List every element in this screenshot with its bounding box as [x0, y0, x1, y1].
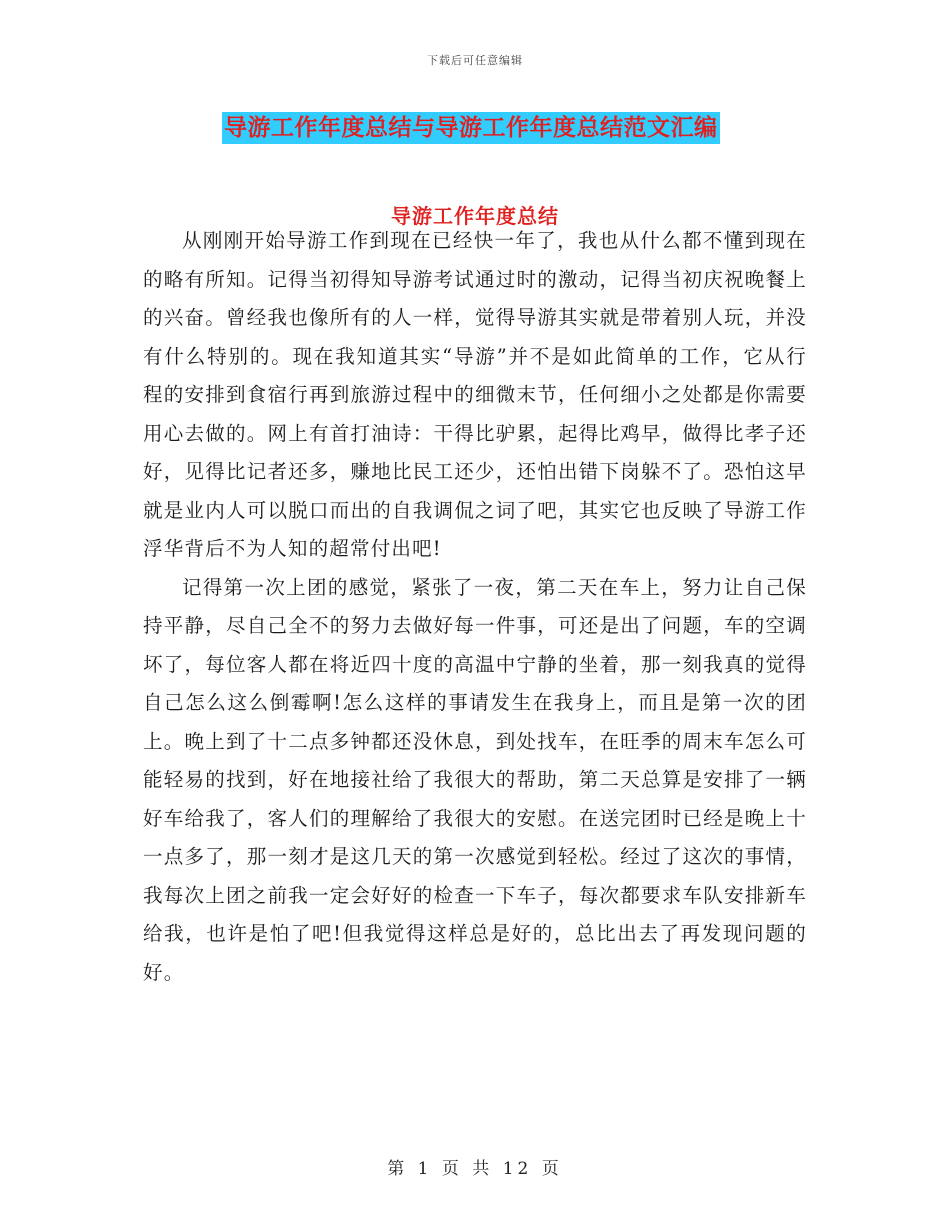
paragraph: 从刚刚开始导游工作到现在已经快一年了，我也从什么都不懂到现在的略有所知。记得当初得知导游考试通过时的激动，记得当初庆祝晚餐上的兴奋。曾经我也像所有的人一样，觉得导游其实就是带着别人玩，并没有什么特别的。现在我知道其实“导游”并不是如此简单的工作，它从行程的安排到食宿行再到旅游过程中的细微末节，任何细小之处都是你需要用心去做的。网上有首打油诗：干得比驴累，起得比鸡早，做得比孝子还好，见得比记者还多，赚地比民工还少，还怕出错下岗躲不了。恐怕这早就是业内人可以脱口而出的自我调侃之词了吧，其实它也反映了导游工作浮华背后不为人知的超常付出吧!: [143, 229, 807, 560]
page-number: 第 1 页 共 12 页: [387, 1159, 563, 1179]
document-title: 导游工作年度总结与导游工作年度总结范文汇编: [222, 112, 720, 144]
document-body: [143, 222, 807, 992]
paragraph: 记得第一次上团的感觉，紧张了一夜，第二天在车上，努力让自己保持平静，尽自己全不的努力去做好每一件事，可还是出了问题，车的空调坏了，每位客人都在将近四十度的高温中宁静的坐着，那一刻我真的觉得自己怎么这么倒霉啊!怎么这样的事请发生在我身上，而且是第一次的团上。晚上到了十二点多钟都还没休息，到处找车，在旺季的周末车怎么可能轻易的找到，好在地接社给了我很大的帮助，第二天总算是安排了一辆好车给我了，客人们的理解给了我很大的安慰。在送完团时已经是晚上十一点多了，那一刻才是这几天的第一次感觉到轻松。经过了这次的事情，我每次上团之前我一定会好好的检查一下车子，每次都要求车队安排新车给我，也许是怕了吧!但我觉得这样总是好的，总比出去了再发现问题的好。: [143, 575, 807, 984]
section-title: 导游工作年度总结: [391, 204, 559, 228]
header-note: 下载后可任意编辑: [427, 54, 523, 67]
